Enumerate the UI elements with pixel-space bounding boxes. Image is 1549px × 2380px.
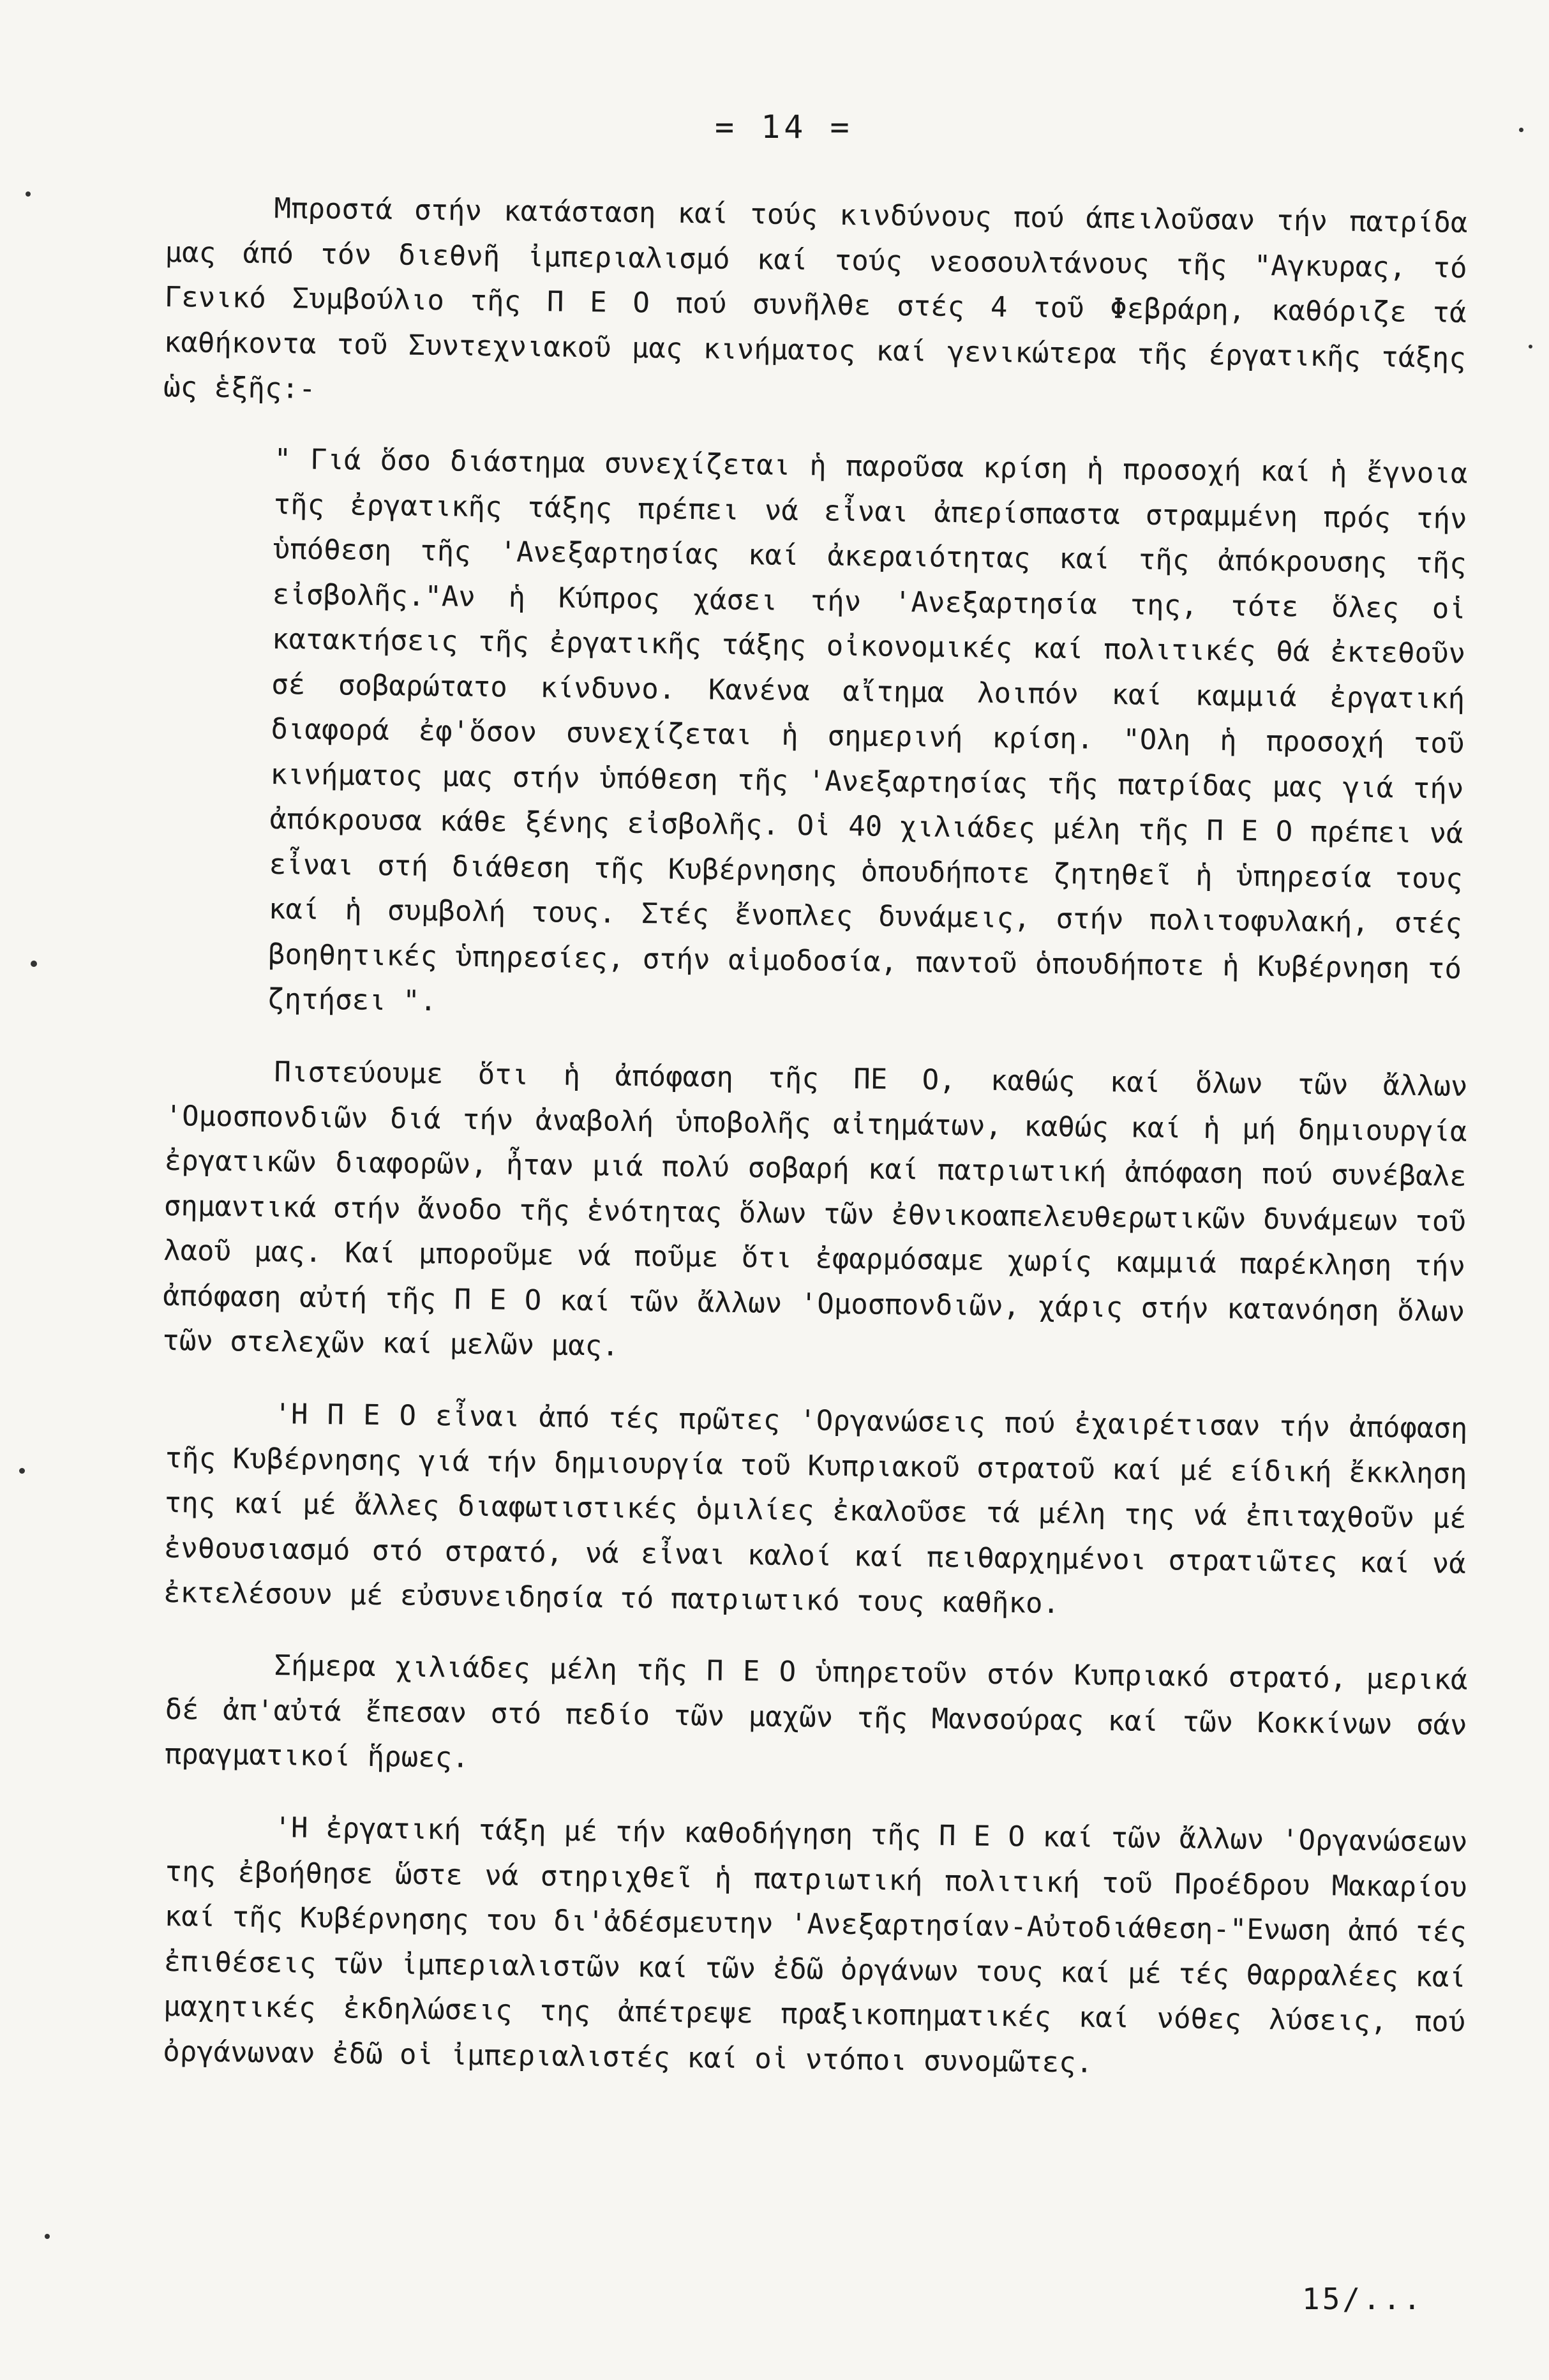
paragraph-decision: Πιστεύουμε ὅτι ἡ ἀπόφαση τῆς ΠΕ Ο, καθώς καί ὅλων τῶν ἄλλων 'Ομοσπονδιῶν διά τήν ἀναβολή ὑποβολῆς αἰτημάτων, καθώς καί ἡ μή δημιουργία ἐργατικῶν διαφορῶν, ἦταν μιά πολύ σοβαρή καί πατριωτική ἀπόφαση πού συνέβαλε σημαντικά στήν ἄνοδο τῆς ἑνότητας ὅλων τῶν ἐθνικοαπελευθερωτικῶν δυνάμεων τοῦ λαοῦ μας. Καί μποροῦμε νά ποῦμε ὅτι ἐφαρμόσαμε χωρίς καμμιά παρέκληση τήν ἀπόφαση αὐτή τῆς Π Ε Ο καί τῶν ἄλλων 'Ομοσπονδιῶν, χάρις στήν κατανόηση ὅλων τῶν στελεχῶν καί μελῶν μας. [162, 1056, 1468, 1363]
paragraph-army: 'Η Π Ε Ο εἶναι ἀπό τές πρῶτες 'Οργανώσεις πού ἐχαιρέτισαν τήν ἀπόφαση τῆς Κυβέρνησης γιά τήν δημιουργία τοῦ Κυπριακοῦ στρατοῦ καί μέ είδική ἔκκληση της καί μέ ἄλλες διαφωτιστικές ὁμιλίες ἐκαλοῦσε τά μέλη της νά ἐπιταχθοῦν μέ ἐνθουσιασμό στό στρατό, νά εἶναι καλοί καί πειθαρχημένοι στρατιῶτες καί νά ἐκτελέσουν μέ εὐσυνειδησία τό πατριωτικό τους καθῆκο. [163, 1397, 1468, 1620]
paragraph-quotation: " Γιά ὅσο διάστημα συνεχίζεται ἡ παροῦσα κρίση ἡ προσοχή καί ἡ ἔγνοια τῆς ἐργατικῆς τάξης πρέπει νά εἶναι ἀπερίσπαστα στραμμένη πρός τήν ὑπόθεση τῆς 'Ανεξαρτησίας καί ἀκεραιότητας καί τῆς ἀπόκρουσης τῆς εἰσβολῆς."Αν ἡ Κύπρος χάσει τήν 'Ανεξαρτησία της, τότε ὅλες οἱ κατακτήσεις τῆς ἐργατικῆς τάξης οἰκονομικές καί πολιτικές θά ἐκτεθοῦν σέ σοβαρώτατο κίνδυνο. Κανένα αἴτημα λοιπόν καί καμμιά ἐργατική διαφορά ἐφ'ὅσον συνεχίζεται ἡ σημερινή κρίση. "Ολη ἡ προσοχή τοῦ κινήματος μας στήν ὑπόθεση τῆς 'Ανεξαρτησίας τῆς πατρίδας μας γιά τήν ἀπόκρουσα κάθε ξένης εἰσβολῆς. Οἱ 40 χιλιάδες μέλη τῆς Π Ε Ο πρέπει νά εἶναι στή διάθεση τῆς Κυβέρνησης ὁπουδήποτε ζητηθεῖ ἡ ὑπηρεσία τους καί ἡ συμβολή τους. Στές ἔνοπλες δυνάμεις, στήν πολιτοφυλακή, στές βοηθητικές ὑπηρεσίες, στήν αἱμοδοσία, παντοῦ ὁπουδήποτε ἡ Κυβέρνηση τό ζητήσει ". [267, 442, 1468, 1017]
continuation-mark: 15/... [1302, 2282, 1424, 2316]
scan-speck [26, 191, 31, 197]
scan-speck [45, 2234, 50, 2239]
scan-speck [1519, 128, 1523, 132]
scan-speck [1529, 345, 1532, 348]
paragraph-working-class: 'Η ἐργατική τάξη μέ τήν καθοδήγηση τῆς Π Ε Ο καί τῶν ἄλλων 'Οργανώσεων της ἐβοήθησε ὥστε νά στηριχθεῖ ἡ πατριωτική πολιτική τοῦ Προέδρου Μακαρίου καί τῆς Κυβέρνησης του δι'ἀδέσμευτην 'Ανεξαρτησίαν-Αὐτοδιάθεση-"Ενωση ἀπό τές ἐπιθέσεις τῶν ἰμπεριαλιστῶν καί τῶν ἐδῶ ὀργάνων τους καί μέ τές θαρραλέες καί μαχητικές ἐκδηλώσεις της ἀπέτρεψε πραξικοπηματικές καί νόθες λύσεις, πού ὀργάνωναν ἐδῶ οἱ ἰμπεριαλιστές καί οἱ ντόποι συνομῶτες. [162, 1811, 1468, 2079]
body-text [162, 185, 1468, 2101]
scan-speck [19, 1468, 25, 1474]
paragraph-heroes: Σήμερα χιλιάδες μέλη τῆς Π Ε Ο ὑπηρετοῦν στόν Κυπριακό στρατό, μερικά δέ ἀπ'αὐτά ἔπεσαν στό πεδίο τῶν μαχῶν τῆς Μανσούρας καί τῶν Κοκκίνων σάν πραγματικοί ἥρωες. [164, 1649, 1468, 1774]
paragraph-intro: Μπροστά στήν κατάσταση καί τούς κινδύνους πού άπειλοῦσαν τήν πατρίδα μας άπό τόν διεθνῆ ἰμπεριαλισμό καί τούς νεοσουλτάνους τῆς "Αγκυρας, τό Γενικό Συμβούλιο τῆς Π Ε Ο πού συνῆλθε στές 4 τοῦ Φεβράρη, καθόριζε τά καθήκοντα τοῦ Συντεχνιακοῦ μας κινήματος καί γενικώτερα τῆς έργατικῆς τάξης ὡς ἑξῆς:- [163, 192, 1468, 405]
page-number: = 14 = [715, 109, 853, 146]
scan-speck [31, 961, 37, 967]
